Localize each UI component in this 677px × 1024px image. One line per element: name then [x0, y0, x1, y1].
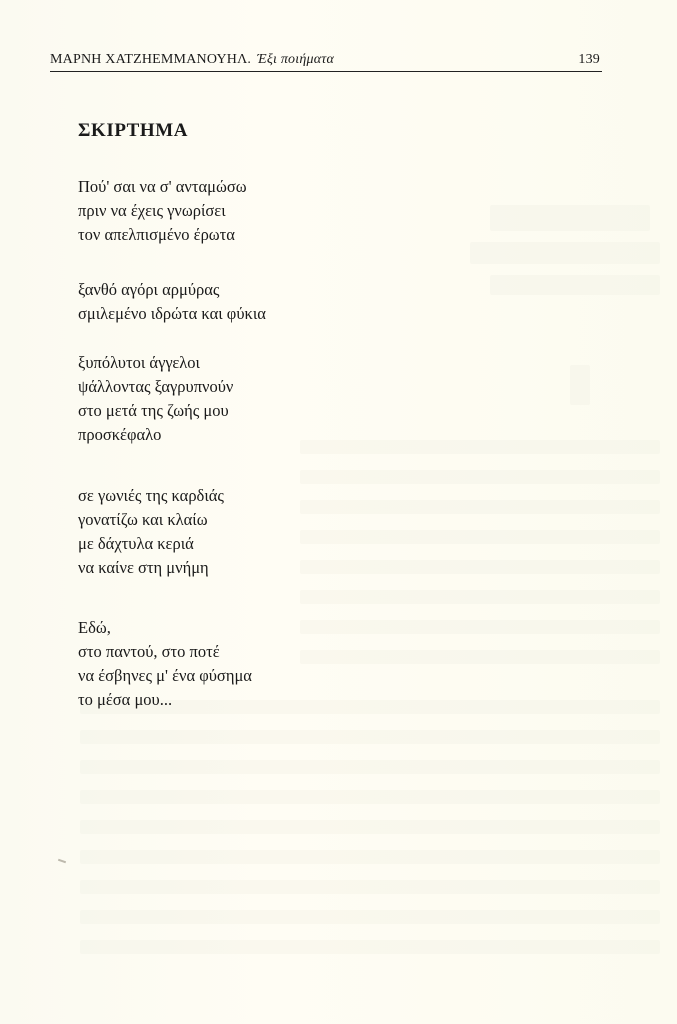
poem-line: τον απελπισμένο έρωτα [78, 225, 235, 244]
poem-line: προσκέφαλο [78, 425, 162, 444]
running-head-title [50, 52, 334, 68]
book-title: Έξι ποιήματα [257, 52, 335, 67]
stanza-3 [78, 351, 233, 447]
poem-line: στο παντού, στο ποτέ [78, 642, 220, 661]
stanza-1 [78, 175, 247, 247]
poem-line: να καίνε στη μνήμη [78, 558, 209, 577]
stanza-2 [78, 278, 266, 326]
poem-line: ψάλλοντας ξαγρυπνούν [78, 377, 234, 396]
ink-speck [58, 859, 66, 864]
poem-line: ξανθό αγόρι αρμύρας [78, 280, 220, 299]
author-name: ΜΑΡΝΗ ΧΑΤΖΗΕΜΜΑΝΟΥΗΛ. [50, 52, 252, 67]
poem-line: σμιλεμένο ιδρώτα και φύκια [78, 304, 266, 323]
stanza-5 [78, 616, 252, 712]
poem-line: σε γωνιές της καρδιάς [78, 486, 224, 505]
poem-line: στο μετά της ζωής μου [78, 401, 229, 420]
poem-line: Εδώ, [78, 618, 111, 637]
poem-line: με δάχτυλα κεριά [78, 534, 194, 553]
stanza-4 [78, 484, 224, 580]
poem-line: Πού' σαι να σ' ανταμώσω [78, 177, 247, 196]
poem-line: πριν να έχεις γνωρίσει [78, 201, 226, 220]
poem-line: γονατίζω και κλαίω [78, 510, 208, 529]
poem-line: να έσβηνες μ' ένα φύσημα [78, 666, 252, 685]
poem-title: ΣΚΙΡΤΗΜΑ [78, 120, 189, 141]
header-rule [50, 71, 602, 72]
poem-line: το μέσα μου... [78, 690, 173, 709]
running-head [50, 52, 602, 70]
page-number: 139 [578, 52, 600, 67]
poem-line: ξυπόλυτοι άγγελοι [78, 353, 200, 372]
